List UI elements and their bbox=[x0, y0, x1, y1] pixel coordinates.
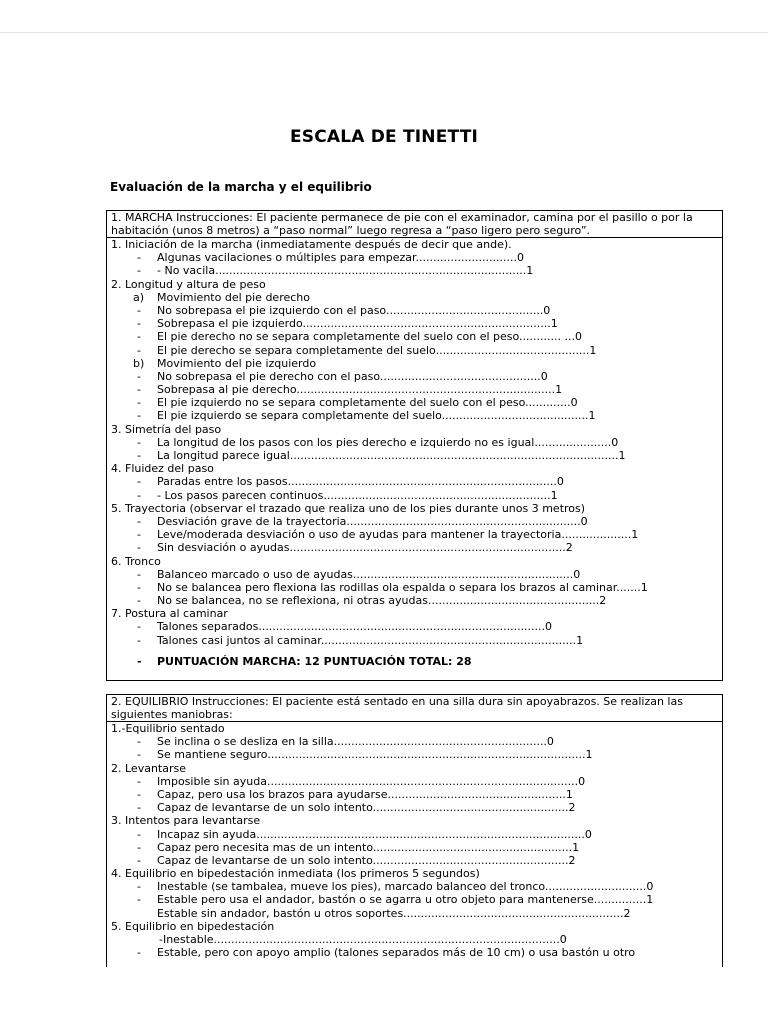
item-marker: a) bbox=[133, 290, 145, 304]
list-item bbox=[107, 383, 722, 396]
item-text: Capaz de levantarse de un solo intento........................................................2 bbox=[157, 801, 576, 815]
item-text: Algunas vacilaciones o múltiples para empezar.............................0 bbox=[157, 251, 524, 265]
item-text: La longitud de los pasos con los pies derecho e izquierdo no es igual......................0 bbox=[157, 435, 619, 449]
list-item bbox=[107, 317, 722, 330]
bullet-dash: - bbox=[137, 264, 141, 278]
item-text: Inestable (se tambalea, mueve los pies), marcado balanceo del tronco.............................0 bbox=[157, 880, 654, 894]
item-text: Estable pero usa el andador, bastón o se agarra u otro objeto para mantenerse...............1 bbox=[157, 893, 654, 907]
item-heading bbox=[107, 920, 722, 933]
bullet-dash: - bbox=[137, 343, 141, 357]
equilibrio-section bbox=[106, 694, 723, 967]
bullet-dash: - bbox=[137, 748, 141, 762]
list-item bbox=[107, 291, 722, 304]
item-heading bbox=[107, 722, 722, 735]
bullet-dash: - bbox=[137, 633, 141, 647]
bullet-dash: - bbox=[137, 801, 141, 815]
list-item bbox=[107, 251, 722, 264]
item-text: Se inclina o se desliza en la silla.............................................................0 bbox=[157, 735, 554, 749]
item-heading-text: 1.-Equilibrio sentado bbox=[111, 722, 225, 735]
item-heading bbox=[107, 423, 722, 436]
bullet-dash: - bbox=[137, 880, 141, 894]
item-text: No se balancea, no se reflexiona, ni otras ayudas.................................................2 bbox=[157, 594, 607, 608]
item-marker: b) bbox=[133, 356, 145, 370]
bullet-dash: - bbox=[137, 620, 141, 634]
item-heading-text: 3. Intentos para levantarse bbox=[111, 814, 261, 828]
item-heading-text: 3. Simetría del paso bbox=[111, 422, 222, 436]
top-divider bbox=[0, 32, 768, 33]
item-heading bbox=[107, 502, 722, 515]
item-heading-text: 4. Fluidez del paso bbox=[111, 462, 214, 476]
list-item bbox=[107, 568, 722, 581]
item-heading bbox=[107, 462, 722, 475]
item-text: Capaz pero necesita mas de un intento.........................................................1 bbox=[157, 840, 580, 854]
bullet-dash: - bbox=[137, 735, 141, 749]
bullet-dash: - bbox=[137, 774, 141, 788]
item-heading-text: 4. Equilibrio en bipedestación inmediata (los primeros 5 segundos) bbox=[111, 867, 480, 881]
item-text: Desviación grave de la trayectoria...................................................................0 bbox=[157, 514, 588, 528]
list-item bbox=[107, 594, 722, 607]
list-item bbox=[107, 735, 722, 748]
bullet-dash: - bbox=[137, 787, 141, 801]
page-subtitle: Evaluación de la marcha y el equilibrio bbox=[110, 180, 372, 194]
bullet-dash: - bbox=[137, 383, 141, 397]
bullet-dash: - bbox=[137, 541, 141, 555]
bullet-dash: - bbox=[137, 488, 141, 502]
item-text: Leve/moderada desviación o uso de ayudas para mantener la trayectoria....................1 bbox=[157, 528, 639, 542]
bullet-dash: - bbox=[137, 528, 141, 542]
bullet-dash: - bbox=[137, 475, 141, 489]
bullet-dash: - bbox=[137, 449, 141, 462]
list-item bbox=[107, 775, 722, 788]
bullet-dash: - bbox=[137, 853, 141, 867]
list-item bbox=[107, 396, 722, 409]
item-heading bbox=[107, 762, 722, 775]
list-item bbox=[107, 344, 722, 357]
list-item bbox=[107, 330, 722, 343]
equilibrio-instructions: 2. EQUILIBRIO Instrucciones: El paciente está sentado en una silla dura sin apoyabrazos. Se realizan las siguientes maniobras: bbox=[107, 695, 722, 722]
item-heading bbox=[107, 867, 722, 880]
item-text: Paradas entre los pasos.............................................................................0 bbox=[157, 475, 564, 489]
list-item bbox=[107, 357, 722, 370]
list-item bbox=[107, 409, 722, 422]
item-text: Sobrepasa el pie izquierdo.......................................................................1 bbox=[157, 317, 558, 331]
item-text: -Inestable...................................................................................................0 bbox=[159, 933, 567, 946]
bullet-dash: - bbox=[137, 827, 141, 841]
list-item bbox=[107, 436, 722, 449]
list-item bbox=[107, 854, 722, 867]
bullet-dash: - bbox=[137, 409, 141, 423]
item-text: Capaz, pero usa los brazos para ayudarse...................................................1 bbox=[157, 787, 573, 801]
item-heading bbox=[107, 555, 722, 568]
list-item bbox=[107, 581, 722, 594]
bullet-dash: - bbox=[137, 303, 141, 317]
marcha-section bbox=[106, 210, 723, 681]
item-heading-text: 5. Trayectoria (observar el trazado que realiza uno de los pies durante unos 3 metros) bbox=[111, 501, 586, 515]
item-text: Balanceo marcado o uso de ayudas...............................................................0 bbox=[157, 567, 581, 581]
item-text: Imposible sin ayuda.........................................................................................0 bbox=[157, 774, 586, 788]
list-item bbox=[107, 880, 722, 893]
bullet-dash: - bbox=[137, 654, 142, 668]
item-text: El pie izquierdo se separa completamente del suelo..........................................1 bbox=[157, 409, 596, 423]
page-title: ESCALA DE TINETTI bbox=[289, 127, 479, 147]
bullet-dash: - bbox=[137, 580, 141, 594]
item-heading-text: 2. Longitud y altura de peso bbox=[111, 277, 266, 291]
list-item bbox=[107, 801, 722, 814]
list-item bbox=[107, 748, 722, 761]
bullet-dash: - bbox=[137, 396, 141, 410]
item-text: No se balancea pero flexiona las rodillas ola espalda o separa los brazos al caminar.......1 bbox=[157, 580, 648, 594]
list-item bbox=[107, 449, 722, 462]
item-text: Estable, pero con apoyo amplio (talones separados más de 10 cm) o usa bastón u otro bbox=[157, 946, 636, 960]
item-text: Movimiento del pie izquierdo bbox=[157, 356, 317, 370]
item-text: Incapaz sin ayuda..............................................................................................0 bbox=[157, 827, 592, 841]
item-heading bbox=[107, 814, 722, 827]
item-text: El pie derecho no se separa completamente del suelo con el peso............ ...0 bbox=[157, 330, 582, 344]
marcha-score: PUNTUACIÓN MARCHA: 12 PUNTUACIÓN TOTAL: 28 bbox=[157, 654, 472, 668]
item-text: El pie izquierdo no se separa completamente del suelo con el peso.............0 bbox=[157, 396, 578, 410]
list-item bbox=[107, 475, 722, 488]
list-item bbox=[107, 264, 722, 277]
bullet-dash: - bbox=[137, 330, 141, 344]
item-text: - Los pasos parecen continuos.................................................................1 bbox=[157, 488, 558, 502]
list-item bbox=[107, 620, 722, 633]
item-text: Talones casi juntos al caminar.........................................................................1 bbox=[157, 633, 584, 647]
list-item bbox=[107, 893, 722, 906]
list-item bbox=[107, 370, 722, 383]
bullet-dash: - bbox=[137, 369, 141, 383]
item-heading-text: 6. Tronco bbox=[111, 554, 161, 568]
item-text: - No vacila.........................................................................................1 bbox=[157, 264, 534, 278]
bullet-dash: - bbox=[137, 594, 141, 608]
list-item bbox=[107, 528, 722, 541]
item-text: Talones separados..................................................................................0 bbox=[157, 620, 553, 634]
spacer bbox=[107, 647, 722, 655]
list-item bbox=[107, 634, 722, 647]
list-item bbox=[107, 933, 722, 946]
item-heading-text: 7. Postura al caminar bbox=[111, 607, 228, 621]
marcha-items bbox=[107, 238, 722, 647]
list-item bbox=[107, 489, 722, 502]
item-heading bbox=[107, 607, 722, 620]
bullet-dash: - bbox=[137, 946, 141, 960]
item-text: Se mantiene seguro...........................................................................................1 bbox=[157, 748, 593, 762]
bullet-dash: - bbox=[137, 893, 141, 907]
item-text: El pie derecho se separa completamente del suelo............................................1 bbox=[157, 343, 597, 357]
item-heading-text: 5. Equilibrio en bipedestación bbox=[111, 919, 275, 933]
list-item bbox=[107, 304, 722, 317]
list-item bbox=[107, 841, 722, 854]
item-heading bbox=[107, 278, 722, 291]
list-item bbox=[107, 946, 722, 959]
item-heading bbox=[107, 238, 722, 251]
item-heading-text: 1. Iniciación de la marcha (inmediatamente después de decir que ande). bbox=[111, 238, 512, 251]
marcha-score-row bbox=[107, 655, 722, 668]
item-heading-text: 2. Levantarse bbox=[111, 761, 186, 775]
bullet-dash: - bbox=[137, 567, 141, 581]
list-item bbox=[107, 541, 722, 554]
list-item bbox=[107, 515, 722, 528]
marcha-instructions: 1. MARCHA Instrucciones: El paciente permanece de pie con el examinador, camina por el pasillo o por la habitación (unos 8 metros) a “paso normal” luego regresa a “paso ligero pero seguro”. bbox=[107, 211, 722, 238]
item-text: No sobrepasa el pie derecho con el paso..............................................0 bbox=[157, 369, 548, 383]
equilibrio-items bbox=[107, 722, 722, 959]
bullet-dash: - bbox=[137, 514, 141, 528]
list-item bbox=[107, 828, 722, 841]
item-text: Capaz de levantarse de un solo intento........................................................2 bbox=[157, 853, 576, 867]
item-text: No sobrepasa el pie izquierdo con el paso.............................................0 bbox=[157, 303, 551, 317]
item-text: Estable sin andador, bastón u otros soportes...............................................................2 bbox=[157, 906, 631, 920]
bullet-dash: - bbox=[137, 317, 141, 331]
bullet-dash: - bbox=[137, 251, 141, 265]
list-item bbox=[107, 788, 722, 801]
list-item bbox=[107, 907, 722, 920]
item-text: Movimiento del pie derecho bbox=[157, 290, 310, 304]
item-text: La longitud parece igual..............................................................................................1 bbox=[157, 449, 626, 462]
item-text: Sin desviación o ayudas...............................................................................2 bbox=[157, 541, 573, 555]
bullet-dash: - bbox=[137, 435, 141, 449]
bullet-dash: - bbox=[137, 840, 141, 854]
item-text: Sobrepasa al pie derecho..........................................................................1 bbox=[157, 383, 563, 397]
